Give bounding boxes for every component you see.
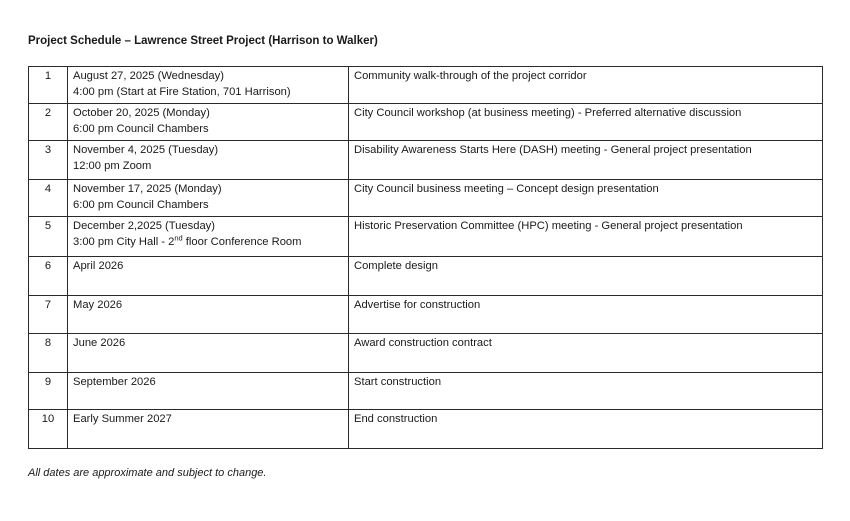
description-cell: City Council workshop (at business meeting) - Preferred alternative discussion <box>349 104 823 141</box>
date-line: November 4, 2025 (Tuesday) <box>73 144 219 156</box>
table-row <box>29 334 823 373</box>
row-number: 2 <box>29 104 68 141</box>
row-number: 8 <box>29 334 68 373</box>
date-cell <box>68 67 349 104</box>
disclaimer-note: All dates are approximate and subject to change. <box>28 467 267 479</box>
row-number: 6 <box>29 257 68 296</box>
ordinal-suffix: nd <box>174 233 183 243</box>
row-number: 4 <box>29 180 68 217</box>
row-number: 9 <box>29 373 68 410</box>
row-number: 1 <box>29 67 68 104</box>
date-cell: Early Summer 2027 <box>68 410 349 449</box>
date-cell <box>68 180 349 217</box>
table-row <box>29 141 823 180</box>
description-cell: End construction <box>349 410 823 449</box>
date-line: October 20, 2025 (Monday) <box>73 107 210 119</box>
table-row <box>29 257 823 296</box>
row-number: 7 <box>29 296 68 334</box>
table-row <box>29 180 823 217</box>
row-number: 5 <box>29 217 68 257</box>
description-cell: Advertise for construction <box>349 296 823 334</box>
row-number: 3 <box>29 141 68 180</box>
table-row <box>29 410 823 449</box>
table-row <box>29 296 823 334</box>
time-location-line: 6:00 pm Council Chambers <box>73 123 209 135</box>
table-row <box>29 373 823 410</box>
date-line: August 27, 2025 (Wednesday) <box>73 70 224 82</box>
time-location-line <box>73 234 343 250</box>
date-cell <box>68 104 349 141</box>
date-line: December 2,2025 (Tuesday) <box>73 220 215 232</box>
description-cell: City Council business meeting – Concept design presentation <box>349 180 823 217</box>
table-row <box>29 217 823 257</box>
time-location-text: 3:00 pm City Hall - 2 <box>73 236 175 248</box>
time-location-line: 12:00 pm Zoom <box>73 160 152 172</box>
date-cell <box>68 141 349 180</box>
date-cell: June 2026 <box>68 334 349 373</box>
table-row <box>29 67 823 104</box>
time-location-text: floor Conference Room <box>182 236 302 248</box>
description-cell: Historic Preservation Committee (HPC) meeting - General project presentation <box>349 217 823 257</box>
date-cell: May 2026 <box>68 296 349 334</box>
description-cell: Award construction contract <box>349 334 823 373</box>
page-title: Project Schedule – Lawrence Street Project (Harrison to Walker) <box>28 35 378 47</box>
date-line: November 17, 2025 (Monday) <box>73 183 222 195</box>
date-cell <box>68 217 349 257</box>
description-cell: Community walk-through of the project corridor <box>349 67 823 104</box>
time-location-line: 4:00 pm (Start at Fire Station, 701 Harrison) <box>73 86 291 98</box>
date-cell: April 2026 <box>68 257 349 296</box>
table-row <box>29 104 823 141</box>
date-cell: September 2026 <box>68 373 349 410</box>
description-cell: Start construction <box>349 373 823 410</box>
time-location-line: 6:00 pm Council Chambers <box>73 199 209 211</box>
schedule-table <box>28 66 823 449</box>
description-cell: Disability Awareness Starts Here (DASH) meeting - General project presentation <box>349 141 823 180</box>
description-cell: Complete design <box>349 257 823 296</box>
row-number: 10 <box>29 410 68 449</box>
